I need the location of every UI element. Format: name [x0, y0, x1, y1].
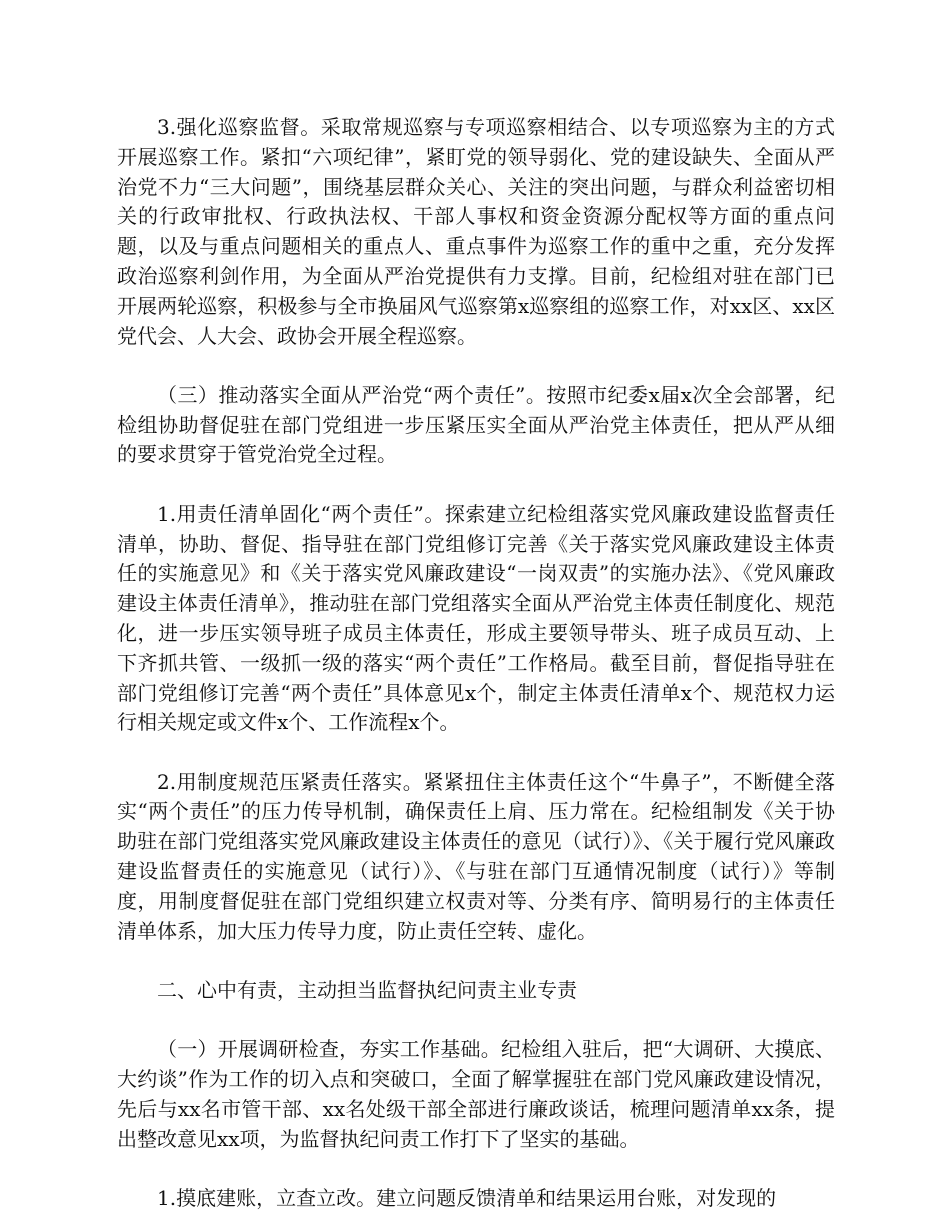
paragraph-two-responsibilities: （三）推动落实全面从严治党“两个责任”。按照市纪委x届x次全会部署，纪检组协助督促驻在部门党组进一步压紧压实全面从严治党主体责任，把从严从细的要求贯穿于管党治党全过程。	[117, 382, 835, 467]
paragraph-spacer	[117, 946, 835, 976]
paragraph-spacer	[117, 470, 835, 500]
paragraph-ledger-rectification: 1.摸底建账，立查立改。建立问题反馈清单和结果运用台账，对发现的	[157, 1185, 777, 1210]
paragraph-spacer	[117, 1006, 835, 1036]
section-heading-two: 二、心中有责，主动担当监督执纪问责主业专责	[157, 977, 577, 1002]
paragraph-responsibility-list: 1.用责任清单固化“两个责任”。探索建立纪检组落实党风廉政建设监督责任清单，协助、督促、指导驻在部门党组修订完善《关于落实党风廉政建设主体责任的实施意见》和《关于落实党风廉政建设“一岗双责”的实施办法》、《党风廉政建设主体责任清单》，推动驻在部门党组落实全面从严治党主体责任制度化、规范化，进一步压实领导班子成员主体责任，形成主要领导带头、班子成员互动、上下齐抓共管、一级抓一级的落实“两个责任”工作格局。截至目前，督促指导驻在部门党组修订完善“两个责任”具体意见x个，制定主体责任清单x个、规范权力运行相关规定或文件x个、工作流程x个。	[117, 501, 835, 735]
paragraph-spacer	[117, 1154, 835, 1184]
paragraph-system-regulation: 2.用制度规范压紧责任落实。紧紧扭住主体责任这个“牛鼻子”，不断健全落实“两个责任”的压力传导机制，确保责任上肩、压力常在。纪检组制发《关于协助驻在部门党组落实党风廉政建设主体责任的意见（试行）》、《关于履行党风廉政建设监督责任的实施意见（试行）》、《与驻在部门互通情况制度（试行）》等制度，用制度督促驻在部门党组织建立权责对等、分类有序、简明易行的主体责任清单体系，加大压力传导力度，防止责任空转、虚化。	[117, 769, 835, 943]
paragraph-spacer	[117, 738, 835, 768]
document-body	[117, 113, 835, 1214]
paragraph-research-inspection: （一）开展调研检查，夯实工作基础。纪检组入驻后，把“大调研、大摸底、大约谈”作为工作的切入点和突破口，全面了解掌握驻在部门党风廉政建设情况，先后与xx名市管干部、xx名处级干部全部进行廉政谈话，梳理问题清单xx条，提出整改意见xx项，为监督执纪问责工作打下了坚实的基础。	[117, 1037, 835, 1151]
paragraph-patrol-supervision: 3.强化巡察监督。采取常规巡察与专项巡察相结合、以专项巡察为主的方式开展巡察工作。紧扣“六项纪律”，紧盯党的领导弱化、党的建设缺失、全面从严治党不力“三大问题”，围绕基层群众关心、关注的突出问题，与群众利益密切相关的行政审批权、行政执法权、干部人事权和资金资源分配权等方面的重点问题，以及与重点问题相关的重点人、重点事件为巡察工作的重中之重，充分发挥政治巡察利剑作用，为全面从严治党提供有力支撑。目前，纪检组对驻在部门已开展两轮巡察，积极参与全市换届风气巡察第x巡察组的巡察工作，对xx区、xx区党代会、人大会、政协会开展全程巡察。	[117, 115, 835, 348]
paragraph-spacer	[117, 351, 835, 381]
